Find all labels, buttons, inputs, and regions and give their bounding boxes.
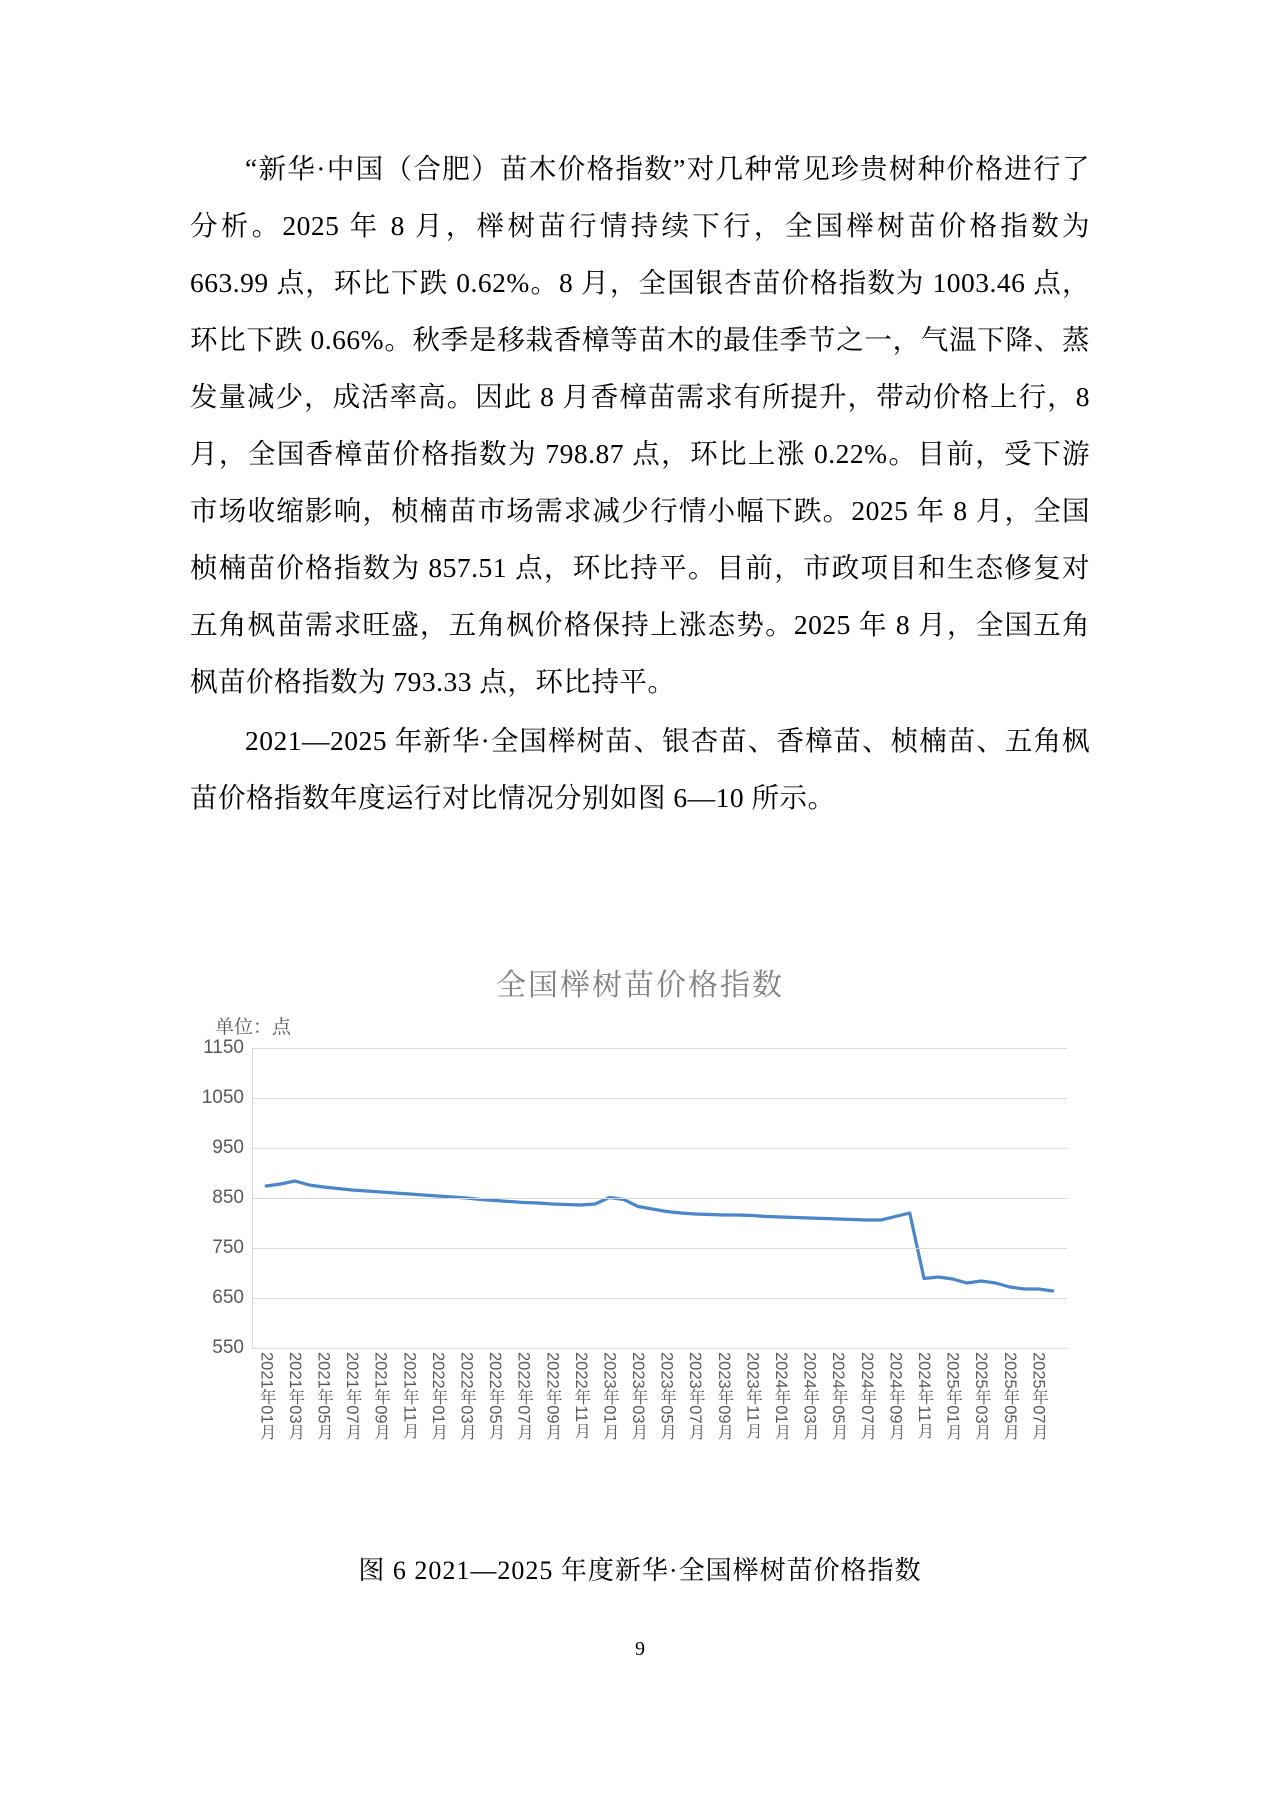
chart-x-tick: 2025年01月	[943, 1352, 962, 1441]
paragraph-1: “新华·中国（合肥）苗木价格指数”对几种常见珍贵树种价格进行了分析。2025 年 8 月，榉树苗行情持续下行，全国榉树苗价格指数为 663.99 点，环比下跌 0.62%。8 月，全国银杏苗价格指数为 1003.46 点，环比下跌 0.66%。秋季是移栽香樟等苗木的最佳季节之一，气温下降、蒸发量减少，成活率高。因此 8 月香樟苗需求有所提升，带动价格上行，8 月，全国香樟苗价格指数为 798.87 点，环比上涨 0.22%。目前，受下游市场收缩影响，桢楠苗市场需求减少行情小幅下跌。2025 年 8 月，全国桢楠苗价格指数为 857.51 点，环比持平。目前，市政项目和生态修复对五角枫苗需求旺盛，五角枫价格保持上涨态势。2025 年 8 月，全国五角枫苗价格指数为 793.33 点，环比持平。	[190, 153, 1090, 697]
chart-gridline	[252, 1048, 1067, 1049]
chart-x-tick: 2025年03月	[972, 1352, 991, 1441]
chart-x-tick: 2023年05月	[657, 1352, 676, 1441]
chart-y-tick: 850	[212, 1187, 244, 1208]
chart-gridline	[252, 1348, 1067, 1349]
chart-x-tick: 2022年05月	[486, 1352, 505, 1441]
chart-y-tick: 750	[212, 1237, 244, 1258]
chart-y-axis	[190, 1037, 252, 1358]
page-number: 9	[635, 1638, 645, 1660]
chart-y-tick: 950	[212, 1137, 244, 1158]
body-text	[190, 140, 1090, 826]
chart-x-tick: 2024年03月	[800, 1352, 819, 1441]
chart-x-tick: 2021年07月	[343, 1352, 362, 1441]
chart-x-tick: 2022年11月	[571, 1352, 590, 1439]
chart-y-tick: 650	[212, 1287, 244, 1308]
chart-x-tick: 2023年01月	[600, 1352, 619, 1441]
chart-x-tick: 2024年01月	[772, 1352, 791, 1441]
chart-y-tick: 550	[212, 1337, 244, 1358]
chart-gridline	[252, 1298, 1067, 1299]
chart-title: 全国榉树苗价格指数	[496, 969, 784, 1002]
chart-x-tick: 2022年01月	[428, 1352, 447, 1441]
chart-plot-area	[190, 1037, 1090, 1358]
figure-chart	[190, 960, 1090, 1500]
chart-x-tick: 2021年11月	[400, 1352, 419, 1439]
chart-x-tick: 2023年03月	[629, 1352, 648, 1441]
chart-x-tick: 2024年11月	[915, 1352, 934, 1439]
chart-x-tick: 2023年11月	[743, 1352, 762, 1439]
chart-x-tick: 2021年05月	[314, 1352, 333, 1441]
chart-x-tick: 2024年05月	[829, 1352, 848, 1441]
chart-x-tick: 2021年01月	[257, 1352, 276, 1441]
chart-x-axis	[252, 1352, 1067, 1482]
figure-caption: 图 6 2021—2025 年度新华·全国榉树苗价格指数	[358, 1556, 922, 1585]
chart-gridline	[252, 1098, 1067, 1099]
chart-x-tick: 2023年07月	[686, 1352, 705, 1441]
chart-gridline	[252, 1198, 1067, 1199]
chart-x-tick: 2024年09月	[886, 1352, 905, 1441]
chart-x-tick: 2025年05月	[1000, 1352, 1019, 1441]
paragraph-2: 2021—2025 年新华·全国榉树苗、银杏苗、香樟苗、桢楠苗、五角枫苗价格指数年度运行对比情况分别如图 6—10 所示。	[190, 725, 1090, 813]
chart-y-tick: 1150	[203, 1037, 244, 1058]
chart-x-tick: 2024年07月	[857, 1352, 876, 1441]
chart-x-tick: 2021年03月	[285, 1352, 304, 1441]
chart-x-tick: 2021年09月	[371, 1352, 390, 1441]
chart-gridline	[252, 1248, 1067, 1249]
chart-unit-label: 单位：点	[215, 1017, 292, 1038]
chart-x-tick: 2025年07月	[1029, 1352, 1048, 1441]
chart-x-tick: 2022年09月	[543, 1352, 562, 1441]
chart-x-tick: 2022年03月	[457, 1352, 476, 1441]
chart-gridline	[252, 1148, 1067, 1149]
chart-canvas	[252, 1048, 1067, 1348]
chart-x-tick: 2022年07月	[514, 1352, 533, 1441]
chart-y-tick: 1050	[201, 1087, 244, 1108]
chart-x-tick: 2023年09月	[714, 1352, 733, 1441]
